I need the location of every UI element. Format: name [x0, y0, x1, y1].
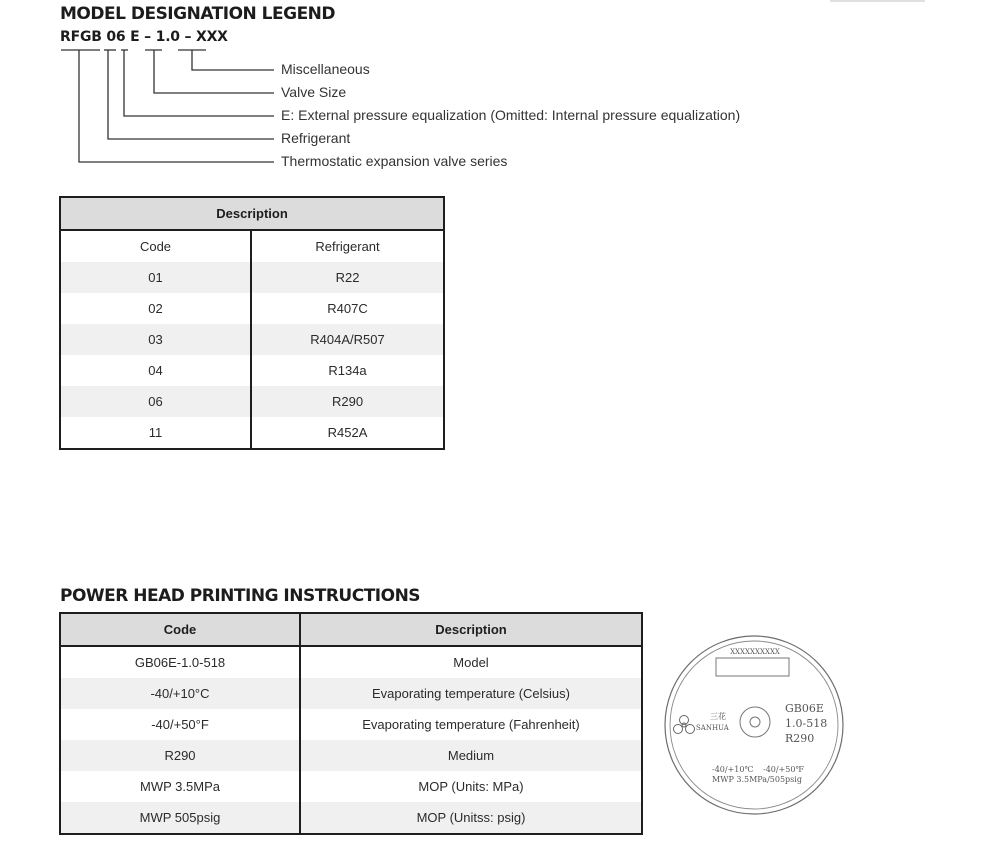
dial-medium: R290 [785, 732, 815, 745]
dial-model-line1: GB06E [785, 702, 824, 715]
column-header-refrigerant: Refrigerant [315, 239, 380, 254]
table-row [60, 771, 642, 802]
table-row [60, 417, 444, 449]
refrigerant-cell: R290 [251, 386, 444, 417]
table-row [60, 324, 444, 355]
legend-label-series: Thermostatic expansion valve series [281, 153, 508, 169]
dial-serial: XXXXXXXXXX [730, 648, 780, 656]
refrigerant-cell: R452A [327, 425, 368, 440]
table-row [60, 740, 642, 771]
legend-connector-lines [0, 0, 300, 175]
description-cell: Medium [300, 740, 642, 771]
table-row [60, 709, 642, 740]
legend-label-valve-size: Valve Size [281, 84, 347, 100]
table-row [60, 262, 444, 293]
description-cell: MOP (Units: MPa) [418, 779, 524, 794]
code-cell: 03 [60, 324, 251, 355]
refrigerant-cell: R407C [327, 301, 368, 316]
table-row [60, 293, 444, 324]
code-cell: MWP 505psig [60, 802, 300, 834]
refrigerant-table-column-row [60, 230, 444, 262]
code-cell: 02 [60, 293, 251, 324]
power-head-table [59, 612, 643, 835]
column-header-code: Code [60, 230, 251, 262]
leader-miscellaneous [192, 50, 274, 70]
refrigerant-table [59, 196, 445, 450]
legend-label-equalization: E: External pressure equalization (Omitted: Internal pressure equalization) [281, 107, 741, 123]
table-row [60, 678, 642, 709]
power-head-title: POWER HEAD PRINTING INSTRUCTIONS [60, 586, 421, 606]
dial-temp-celsius: -40/+10℃ [712, 765, 754, 774]
column-header-description: Description [300, 613, 642, 646]
leader-refrigerant [108, 50, 274, 139]
code-cell: -40/+50°F [60, 709, 300, 740]
refrigerant-cell: R134a [328, 363, 367, 378]
description-cell: Evaporating temperature (Fahrenheit) [362, 717, 580, 732]
code-cell: -40/+10°C [60, 678, 300, 709]
code-cell: MWP 3.5MPa [60, 771, 300, 802]
table-row [60, 355, 444, 386]
column-header-code: Code [60, 613, 300, 646]
table-row [60, 386, 444, 417]
code-cell: 06 [60, 386, 251, 417]
dial-brand-cn: 三花 [710, 712, 726, 721]
code-cell: 04 [60, 355, 251, 386]
code-cell: GB06E-1.0-518 [60, 646, 300, 678]
leader-equalization [124, 50, 274, 116]
dial-brand-en: SANHUA [696, 724, 729, 732]
legend-label-refrigerant: Refrigerant [281, 130, 351, 146]
power-head-dial-drawing [663, 634, 845, 816]
dial-temp-fahrenheit: -40/+50℉ [763, 765, 804, 774]
dial-pressure: MWP 3.5MPa/505psig [712, 775, 802, 784]
code-cell: R290 [60, 740, 300, 771]
dial-model-line2: 1.0-518 [785, 717, 828, 730]
refrigerant-cell: R404A/R507 [251, 324, 444, 355]
code-cell: 01 [60, 262, 251, 293]
model-code: RFGB 06 E – 1.0 – XXX [60, 29, 228, 45]
description-cell: Evaporating temperature (Celsius) [300, 678, 642, 709]
description-cell: Model [453, 655, 489, 670]
table-row [60, 802, 642, 834]
power-head-header-row [60, 613, 642, 646]
legend-title: MODEL DESIGNATION LEGEND [60, 4, 336, 24]
code-cell: 11 [60, 417, 251, 449]
legend-label-miscellaneous: Miscellaneous [281, 61, 370, 77]
leader-valve-size [154, 50, 274, 93]
description-cell: MOP (Unitss: psig) [300, 802, 642, 834]
top-decoration-line [830, 0, 925, 2]
table-row [60, 646, 642, 678]
refrigerant-cell: R22 [251, 262, 444, 293]
refrigerant-table-header: Description [60, 197, 444, 230]
